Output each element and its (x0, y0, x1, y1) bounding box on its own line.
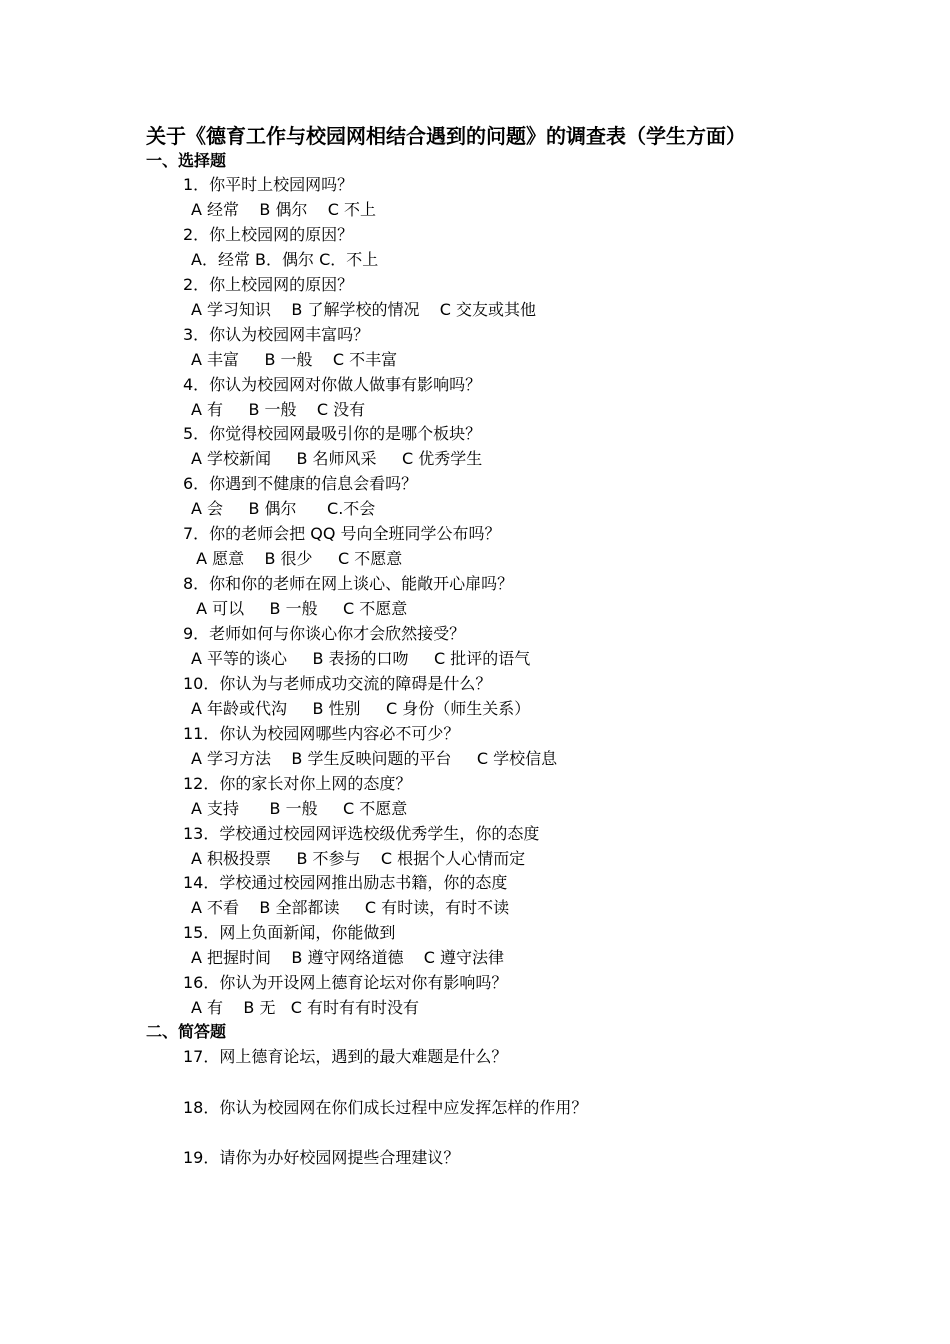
question-options: A 年龄或代沟 B 性别 C 身份（师生关系） (191, 698, 531, 718)
section-heading-short-answer: 二、简答题 (146, 1022, 227, 1041)
question-text: 4．你认为校园网对你做人做事有影响吗？ (183, 374, 482, 394)
question-item (0, 571, 950, 621)
question-text: 5．你觉得校园网最吸引你的是哪个板块？ (183, 424, 482, 444)
question-item (0, 671, 950, 721)
question-options: A 学校新闻 B 名师风采 C 优秀学生 (191, 449, 483, 469)
question-options: A 会 B 偶尔 C.不会 (191, 499, 376, 519)
question-item (0, 721, 950, 771)
question-item (0, 372, 950, 422)
question-options: A 有 B 无 C 有时有有时没有 (191, 998, 419, 1018)
question-text: 2．你上校园网的原因？ (183, 224, 354, 244)
question-options: A 积极投票 B 不参与 C 根据个人心情而定 (191, 848, 526, 868)
question-text: 11．你认为校园网哪些内容必不可少？ (183, 723, 460, 743)
question-options: A．经常 B．偶尔 C．不上 (191, 249, 379, 269)
question-text: 8．你和你的老师在网上谈心、能敞开心扉吗？ (183, 574, 514, 594)
question-options: A 有 B 一般 C 没有 (191, 399, 366, 419)
question-options: A 支持 B 一般 C 不愿意 (191, 798, 408, 818)
section-heading-multiple-choice: 一、选择题 (146, 151, 227, 170)
question-text: 2．你上校园网的原因？ (183, 274, 354, 294)
question-item (0, 471, 950, 521)
question-text: 13．学校通过校园网评选校级优秀学生，你的态度 (183, 823, 540, 843)
question-item (0, 222, 950, 272)
question-options: A 把握时间 B 遵守网络道德 C 遵守法律 (191, 948, 505, 968)
question-options: A 学习方法 B 学生反映问题的平台 C 学校信息 (191, 748, 558, 768)
question-item (0, 322, 950, 372)
question-item (0, 870, 950, 920)
short-answer-question: 18．你认为校园网在你们成长过程中应发挥怎样的作用？ (183, 1098, 588, 1117)
short-answer-question: 17．网上德育论坛，遇到的最大难题是什么？ (183, 1047, 508, 1066)
question-item (0, 621, 950, 671)
question-item (0, 521, 950, 571)
question-text: 10．你认为与老师成功交流的障碍是什么？ (183, 673, 492, 693)
question-item (0, 421, 950, 471)
question-text: 3．你认为校园网丰富吗？ (183, 324, 370, 344)
question-item (0, 970, 950, 1020)
question-text: 1．你平时上校园网吗？ (183, 175, 354, 194)
question-text: 7．你的老师会把 QQ 号向全班同学公布吗？ (183, 524, 501, 544)
question-text: 6．你遇到不健康的信息会看吗？ (183, 474, 418, 494)
question-options: A 愿意 B 很少 C 不愿意 (191, 549, 403, 569)
question-options: A 学习知识 B 了解学校的情况 C 交友或其他 (191, 299, 537, 319)
question-item (0, 272, 950, 322)
question-options: A 不看 B 全部都读 C 有时读，有时不读 (191, 898, 510, 918)
survey-title: 关于《德育工作与校园网相结合遇到的问题》的调查表（学生方面） (146, 124, 746, 148)
question-item (0, 172, 950, 222)
question-options: A 经常 B 偶尔 C 不上 (191, 200, 377, 219)
question-text: 12．你的家长对你上网的态度？ (183, 773, 412, 793)
question-list (0, 172, 950, 1020)
question-text: 16．你认为开设网上德育论坛对你有影响吗？ (183, 973, 508, 993)
question-text: 15．网上负面新闻，你能做到 (183, 923, 396, 943)
question-text: 14．学校通过校园网推出励志书籍，你的态度 (183, 873, 508, 893)
question-text: 9．老师如何与你谈心你才会欣然接受？ (183, 624, 466, 644)
question-item (0, 771, 950, 821)
question-item (0, 821, 950, 871)
question-item (0, 920, 950, 970)
question-options: A 丰富 B 一般 C 不丰富 (191, 349, 398, 369)
short-answer-question: 19．请你为办好校园网提些合理建议？ (183, 1148, 460, 1167)
question-options: A 平等的谈心 B 表扬的口吻 C 批评的语气 (191, 649, 531, 669)
question-options: A 可以 B 一般 C 不愿意 (191, 599, 408, 619)
